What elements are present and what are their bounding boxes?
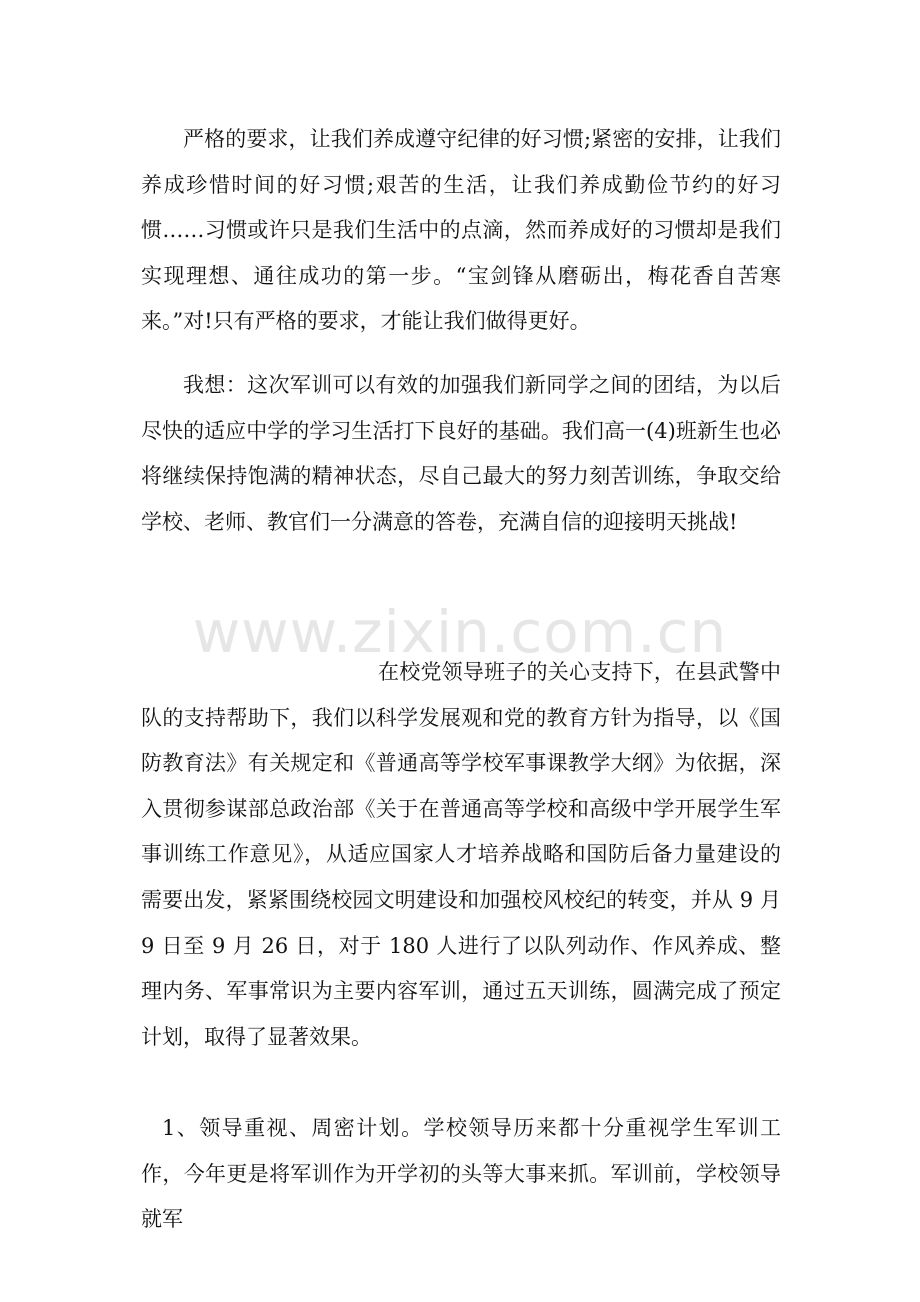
- paragraph-strict-requirements: 严格的要求，让我们养成遵守纪律的好习惯;紧密的安排，让我们养成珍惜时间的好习惯;艰苦的生活，让我们养成勤俭节约的好习惯……习惯或许只是我们生活中的点滴，然而养成好的习惯却是我们实现理想、通往成功的第一步。“宝剑锋从磨砺出，梅花香自苦寒来。”对!只有严格的要求，才能让我们做得更好。: [141, 127, 781, 334]
- paragraph-i-think: 我想：这次军训可以有效的加强我们新同学之间的团结，为以后尽快的适应中学的学习生活打下良好的基础。我们高一(4)班新生也必将继续保持饱满的精神状态，尽自己最大的努力刻苦训练，争取交给学校、老师、教官们一分满意的答卷，充满自信的迎接明天挑战!: [141, 373, 781, 534]
- paragraph-leadership-attention: 1、领导重视、周密计划。学校领导历来都十分重视学生军训工作，今年更是将军训作为开学初的头等大事来抓。军训前，学校领导就军: [141, 1116, 781, 1232]
- paragraph-military-training-summary: 在校党领导班子的关心支持下，在县武警中队的支持帮助下，我们以科学发展观和党的教育方针为指导，以《国防教育法》有关规定和《普通高等学校军事课教学大纲》为依据，深入贯彻参谋部总政治部《关于在普通高等学校和高级中学开展学生军事训练工作意见》，从适应国家人才培养战略和国防后备力量建设的需要出发，紧紧围绕校园文明建设和加强校风校纪的转变，并从 9 月 9 日至 9 月 26 日，对于 180 人进行了以队列动作、作风养成、整理内务、军事常识为主要内容军训，通过五天训练，圆满完成了预定计划，取得了显著效果。: [141, 660, 781, 1049]
- watermark: www.zixin.com.cn: [192, 598, 728, 666]
